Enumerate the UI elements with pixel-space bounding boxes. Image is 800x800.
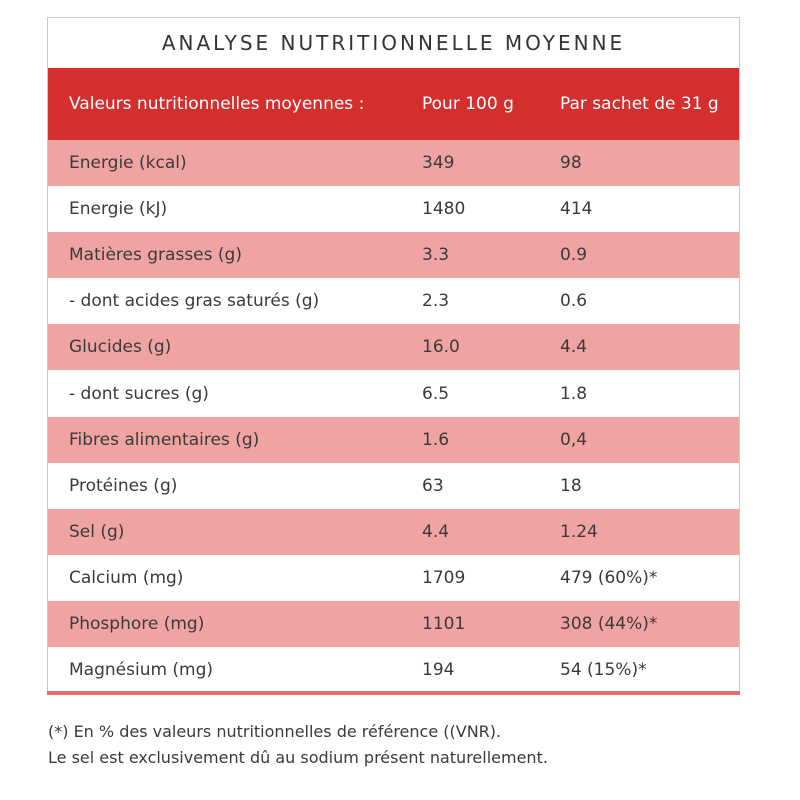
value-per-sachet: 1.8 xyxy=(560,383,588,404)
table-title: ANALYSE NUTRITIONNELLE MOYENNE xyxy=(161,31,626,55)
value-per-sachet: 54 (15%)* xyxy=(560,660,647,681)
table-row xyxy=(48,370,739,416)
header-per-100g: Pour 100 g xyxy=(422,93,514,114)
nutrient-name: Glucides (g) xyxy=(69,337,172,358)
value-per-100g: 1709 xyxy=(422,567,466,588)
header-per-sachet: Par sachet de 31 g xyxy=(560,93,719,114)
nutrition-table xyxy=(48,68,739,693)
table-row xyxy=(48,555,739,601)
value-per-100g: 6.5 xyxy=(422,383,450,404)
table-row xyxy=(48,463,739,509)
value-per-sachet: 18 xyxy=(560,475,582,496)
value-per-100g: 1.6 xyxy=(422,429,450,450)
value-per-100g: 16.0 xyxy=(422,337,460,358)
footnotes xyxy=(48,719,768,771)
nutrient-name: Protéines (g) xyxy=(69,475,178,496)
value-per-sachet: 4.4 xyxy=(560,337,588,358)
value-per-sachet: 0.9 xyxy=(560,245,588,266)
nutrient-name: Fibres alimentaires (g) xyxy=(69,429,260,450)
nutrient-name: Sel (g) xyxy=(69,521,125,542)
table-header-row xyxy=(48,68,739,140)
nutrient-name: Matières grasses (g) xyxy=(69,245,242,266)
value-per-100g: 3.3 xyxy=(422,245,450,266)
value-per-100g: 349 xyxy=(422,153,455,174)
table-bottom-border xyxy=(47,691,740,695)
table-row xyxy=(48,140,739,186)
value-per-sachet: 98 xyxy=(560,153,582,174)
value-per-sachet: 479 (60%)* xyxy=(560,567,658,588)
table-row xyxy=(48,601,739,647)
table-row xyxy=(48,324,739,370)
nutrient-name: Magnésium (mg) xyxy=(69,660,214,681)
table-row xyxy=(48,647,739,693)
nutrient-name: Calcium (mg) xyxy=(69,567,184,588)
table-row xyxy=(48,232,739,278)
value-per-sachet: 0.6 xyxy=(560,291,588,312)
value-per-100g: 1480 xyxy=(422,199,466,220)
table-row xyxy=(48,278,739,324)
nutrient-name: - dont sucres (g) xyxy=(69,383,209,404)
footnote-salt: Le sel est exclusivement dû au sodium présent naturellement. xyxy=(48,748,548,767)
nutrient-name: Energie (kJ) xyxy=(69,199,168,220)
value-per-sachet: 414 xyxy=(560,199,593,220)
footnote-vnr: (*) En % des valeurs nutritionnelles de référence ((VNR). xyxy=(48,722,502,741)
table-row xyxy=(48,417,739,463)
value-per-100g: 4.4 xyxy=(422,521,450,542)
nutrient-name: Phosphore (mg) xyxy=(69,613,205,634)
value-per-100g: 63 xyxy=(422,475,444,496)
value-per-sachet: 0,4 xyxy=(560,429,588,450)
table-row xyxy=(48,509,739,555)
value-per-100g: 1101 xyxy=(422,613,466,634)
table-row xyxy=(48,186,739,232)
value-per-100g: 194 xyxy=(422,660,455,681)
nutrient-name: - dont acides gras saturés (g) xyxy=(69,291,320,312)
header-nutrient: Valeurs nutritionnelles moyennes : xyxy=(69,93,365,114)
value-per-100g: 2.3 xyxy=(422,291,450,312)
nutrition-panel xyxy=(47,17,740,694)
value-per-sachet: 1.24 xyxy=(560,521,598,542)
value-per-sachet: 308 (44%)* xyxy=(560,613,658,634)
nutrient-name: Energie (kcal) xyxy=(69,153,187,174)
